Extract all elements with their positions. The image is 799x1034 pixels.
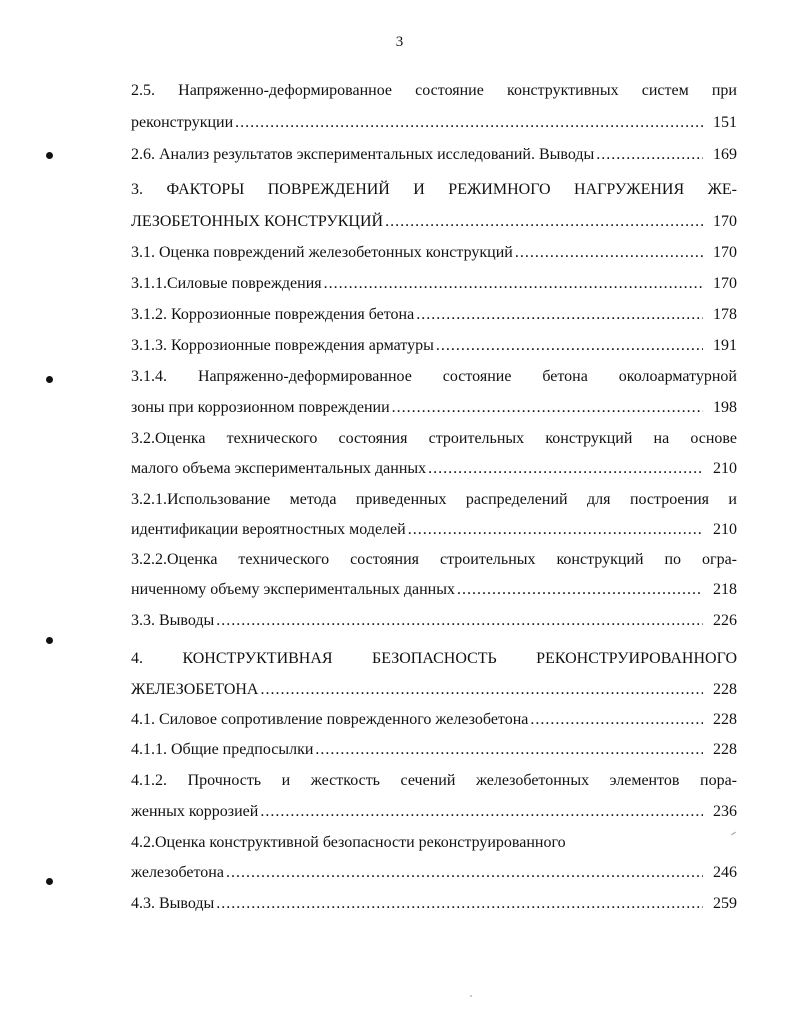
toc-entry-title: ниченному объему экспериментальных данных bbox=[131, 581, 455, 598]
page-number: 3 bbox=[395, 34, 404, 50]
toc-entry-title: 4.1. Силовое сопротивление поврежденного железобетона bbox=[131, 711, 529, 728]
toc-entry bbox=[131, 397, 737, 419]
toc-entry bbox=[131, 211, 737, 233]
toc-entry bbox=[131, 144, 737, 166]
toc-entry-title: 3.1.3. Коррозионные повреждения арматуры bbox=[131, 337, 434, 354]
dot-leader bbox=[406, 519, 703, 541]
dot-leader bbox=[594, 144, 703, 166]
toc-entry bbox=[131, 579, 737, 601]
margin-dot bbox=[46, 152, 53, 159]
toc-entry bbox=[131, 112, 737, 134]
toc-entry-title: 2.6. Анализ результатов экспериментальных исследований. Выводы bbox=[131, 146, 595, 163]
toc-entry-title: 3.1. Оценка повреждений железобетонных конструкций bbox=[131, 244, 513, 261]
toc-page-number: 259 bbox=[713, 895, 737, 912]
toc-entry bbox=[131, 458, 737, 480]
toc-entry bbox=[131, 739, 737, 761]
dot-leader bbox=[258, 801, 703, 823]
toc-entry-title: ЖЕЛЕЗОБЕТОНА bbox=[131, 681, 259, 698]
toc-entry-title: 3.1.1.Силовые повреждения bbox=[131, 275, 322, 292]
toc-line: 3.2.Оценка технического состояния строительных конструкций на основе bbox=[131, 430, 737, 447]
toc-line: 3.2.1.Использование метода приведенных распределений для построения и bbox=[131, 491, 737, 508]
margin-dot bbox=[46, 376, 53, 383]
toc-entry-title: 3.3. Выводы bbox=[131, 612, 215, 629]
toc-chapter-heading: 4. КОНСТРУКТИВНАЯ БЕЗОПАСНОСТЬ РЕКОНСТРУИРОВАННОГО bbox=[131, 650, 737, 667]
toc-line: 2.5. Напряженно-деформированное состояние конструктивных систем при bbox=[131, 82, 737, 99]
toc-entry-title: железобетона bbox=[131, 864, 224, 881]
toc-page-number: 228 bbox=[713, 741, 737, 758]
toc-page-number: 226 bbox=[713, 612, 737, 629]
toc-entry bbox=[131, 862, 737, 884]
toc-entry bbox=[131, 273, 737, 295]
toc-page-number: 218 bbox=[713, 581, 737, 598]
toc-entry bbox=[131, 679, 737, 701]
dot-leader bbox=[258, 679, 703, 701]
toc-line: 3.2.2.Оценка технического состояния строительных конструкций по огра- bbox=[131, 551, 737, 568]
toc-page-number: 210 bbox=[713, 521, 737, 538]
toc-page-number: 191 bbox=[713, 337, 737, 354]
toc-line: 3.1.4. Напряженно-деформированное состояние бетона околоарматурной bbox=[131, 368, 737, 385]
toc-entry-title: реконструкции bbox=[131, 114, 234, 131]
dot-leader bbox=[224, 862, 703, 884]
dot-leader bbox=[313, 739, 703, 761]
toc-page-number: 236 bbox=[713, 803, 737, 820]
dot-leader bbox=[322, 273, 703, 295]
dot-leader bbox=[434, 335, 703, 357]
toc-page-number: 169 bbox=[713, 146, 737, 163]
toc-entry-title: 4.1.1. Общие предпосылки bbox=[131, 741, 314, 758]
dot-leader bbox=[426, 458, 703, 480]
toc-line: 4.2.Оценка конструктивной безопасности реконструированного bbox=[131, 834, 566, 851]
toc-entry bbox=[131, 893, 737, 915]
toc-page-number: 178 bbox=[713, 306, 737, 323]
toc-entry-title: идентификации вероятностных моделей bbox=[131, 521, 406, 538]
toc-page-number: 210 bbox=[713, 460, 737, 477]
dot-leader bbox=[214, 610, 703, 632]
toc-entry bbox=[131, 335, 737, 357]
toc-entry-title: женных коррозией bbox=[131, 803, 259, 820]
toc-page-number: 170 bbox=[713, 213, 737, 230]
dot-leader bbox=[383, 211, 703, 233]
toc-entry bbox=[131, 709, 737, 731]
toc-entry bbox=[131, 801, 737, 823]
dot-leader bbox=[233, 112, 703, 134]
margin-dot bbox=[46, 878, 53, 885]
toc-page-number: 228 bbox=[713, 681, 737, 698]
toc-page-number: 151 bbox=[713, 114, 737, 131]
dot-leader bbox=[214, 893, 703, 915]
toc-entry-title: малого объема экспериментальных данных bbox=[131, 460, 427, 477]
toc-chapter-heading: 3. ФАКТОРЫ ПОВРЕЖДЕНИЙ И РЕЖИМНОГО НАГРУЖЕНИЯ ЖЕ- bbox=[131, 181, 737, 198]
toc-page-number: 170 bbox=[713, 244, 737, 261]
toc-entry bbox=[131, 304, 737, 326]
toc-page-number: 228 bbox=[713, 711, 737, 728]
margin-dot bbox=[46, 637, 53, 644]
toc-entry bbox=[131, 610, 737, 632]
toc-entry-title: зоны при коррозионном повреждении bbox=[131, 399, 390, 416]
toc-entry bbox=[131, 242, 737, 264]
scan-speck bbox=[470, 995, 472, 997]
dot-leader bbox=[390, 397, 703, 419]
dot-leader bbox=[414, 304, 703, 326]
toc-entry-title: 3.1.2. Коррозионные повреждения бетона bbox=[131, 306, 415, 323]
toc-entry-title: ЛЕЗОБЕТОННЫХ КОНСТРУКЦИЙ bbox=[131, 213, 384, 230]
dot-leader bbox=[455, 579, 703, 601]
toc-line: 4.1.2. Прочность и жесткость сечений железобетонных элементов пора- bbox=[131, 772, 737, 789]
dot-leader bbox=[513, 242, 703, 264]
toc-entry bbox=[131, 519, 737, 541]
toc-page-number: 170 bbox=[713, 275, 737, 292]
toc-page-number: 246 bbox=[713, 864, 737, 881]
dot-leader bbox=[528, 709, 703, 731]
toc-entry-title: 4.3. Выводы bbox=[131, 895, 215, 912]
toc-page-number: 198 bbox=[713, 399, 737, 416]
